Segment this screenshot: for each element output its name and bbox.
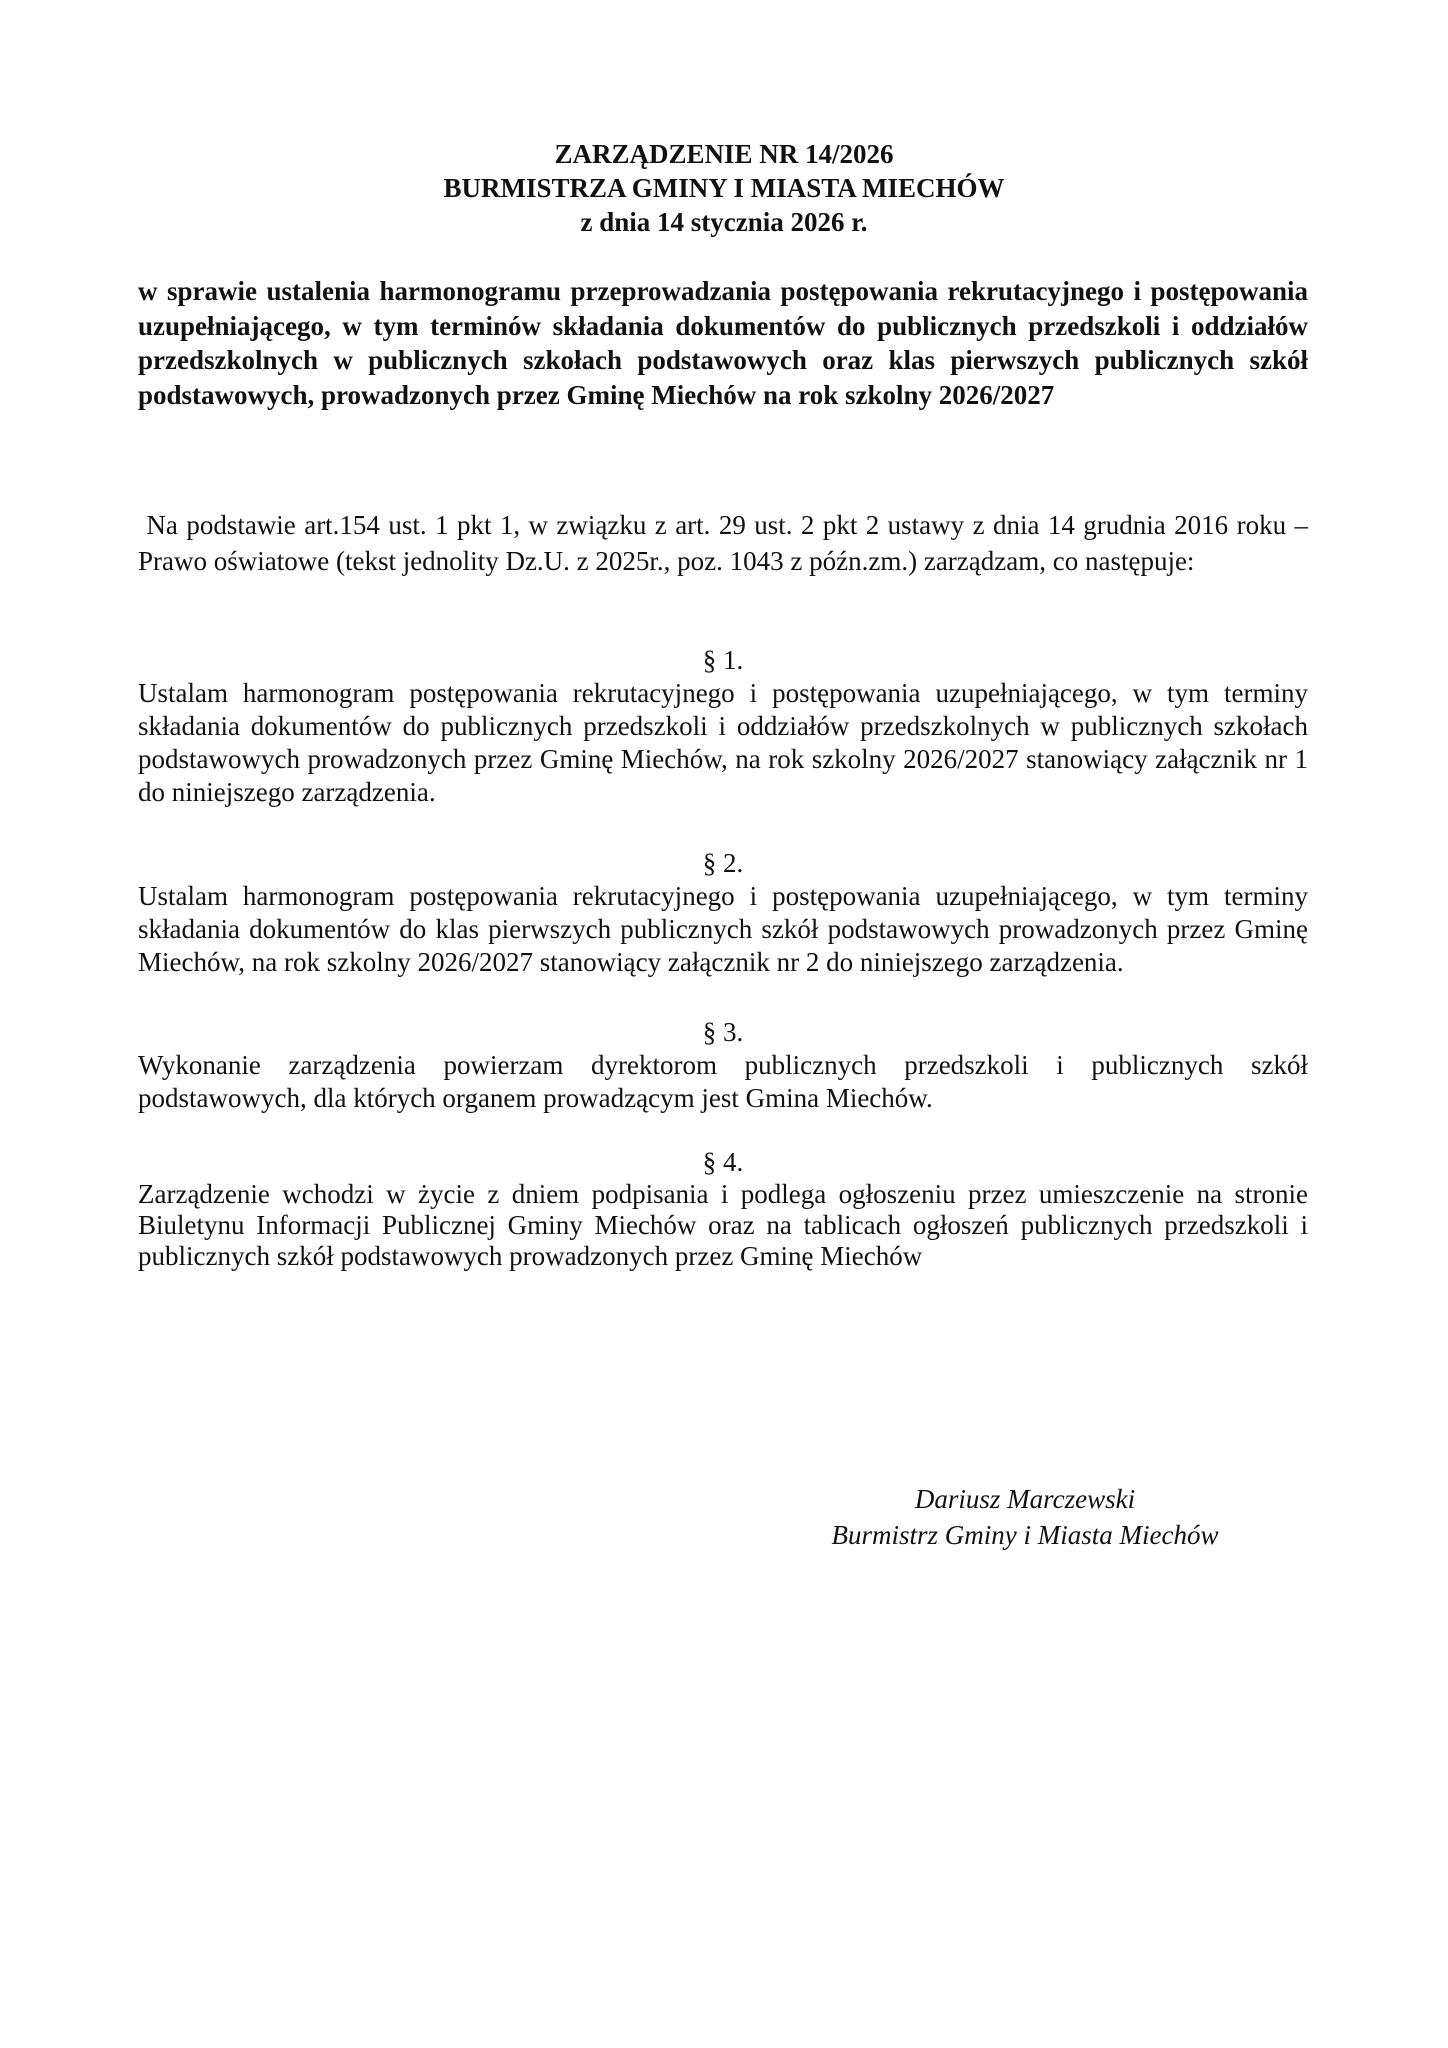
- section-text: Zarządzenie wchodzi w życie z dniem podpisania i podlega ogłoszeniu przez umieszczenie na stronie Biuletynu Informacji Publicznej Gminy Miechów oraz na tablicach ogłoszeń publicznych przedszkoli i publicznych szkół podstawowych prowadzonych przez Gminę Miechów: [138, 1179, 1308, 1271]
- legal-basis-paragraph: [138, 507, 1308, 579]
- section-text: Ustalam harmonogram postępowania rekrutacyjnego i postępowania uzupełniającego, w tym terminy składania dokumentów do publicznych przedszkoli i oddziałów przedszkolnych w publicznych szkołach podstawowych prowadzonych przez Gminę Miechów, na rok szkolny 2026/2027 stanowiący załącznik nr 1 do niniejszego zarządzenia.: [138, 678, 1308, 807]
- section-3: [138, 1016, 1308, 1115]
- section-text: Wykonanie zarządzenia powierzam dyrektorom publicznych przedszkoli i publicznych szkół podstawowych, dla których organem prowadzącym jest Gmina Miechów.: [138, 1050, 1308, 1113]
- document-title: ZARZĄDZENIE NR 14/2026: [554, 139, 894, 169]
- section-2: [138, 847, 1308, 979]
- document-issuer: BURMISTRZA GMINY I MIASTA MIECHÓW: [443, 173, 1005, 203]
- document-header: [0, 137, 1448, 239]
- signatory-name: Dariusz Marczewski: [914, 1484, 1136, 1514]
- legal-basis-text: Na podstawie art.154 ust. 1 pkt 1, w związku z art. 29 ust. 2 pkt 2 ustawy z dnia 14 grudnia 2016 roku – Prawo oświatowe (tekst jednolity Dz.U. z 2025r., poz. 1043 z późn.zm.) zarządzam, co następuje:: [138, 510, 1309, 576]
- section-1: [138, 644, 1308, 809]
- section-4: [138, 1146, 1308, 1272]
- section-heading: § 1.: [702, 645, 744, 675]
- section-heading: § 4.: [702, 1147, 744, 1177]
- section-text: Ustalam harmonogram postępowania rekrutacyjnego i postępowania uzupełniającego, w tym terminy składania dokumentów do klas pierwszych publicznych szkół podstawowych prowadzonych przez Gminę Miechów, na rok szkolny 2026/2027 stanowiący załącznik nr 2 do niniejszego zarządzenia.: [138, 881, 1308, 977]
- document-date: z dnia 14 stycznia 2026 r.: [580, 207, 868, 237]
- section-heading: § 2.: [702, 848, 744, 878]
- signatory-position: Burmistrz Gminy i Miasta Miechów: [831, 1520, 1219, 1550]
- document-subject: w sprawie ustalenia harmonogramu przeprowadzania postępowania rekrutacyjnego i postępowania uzupełniającego, w tym terminów składania dokumentów do publicznych przedszkoli i oddziałów przedszkolnych w publicznych szkołach podstawowych oraz klas pierwszych publicznych szkół podstawowych, prowadzonych przez Gminę Miechów na rok szkolny 2026/2027: [138, 276, 1308, 410]
- signature-block: [800, 1481, 1250, 1553]
- section-heading: § 3.: [702, 1017, 744, 1047]
